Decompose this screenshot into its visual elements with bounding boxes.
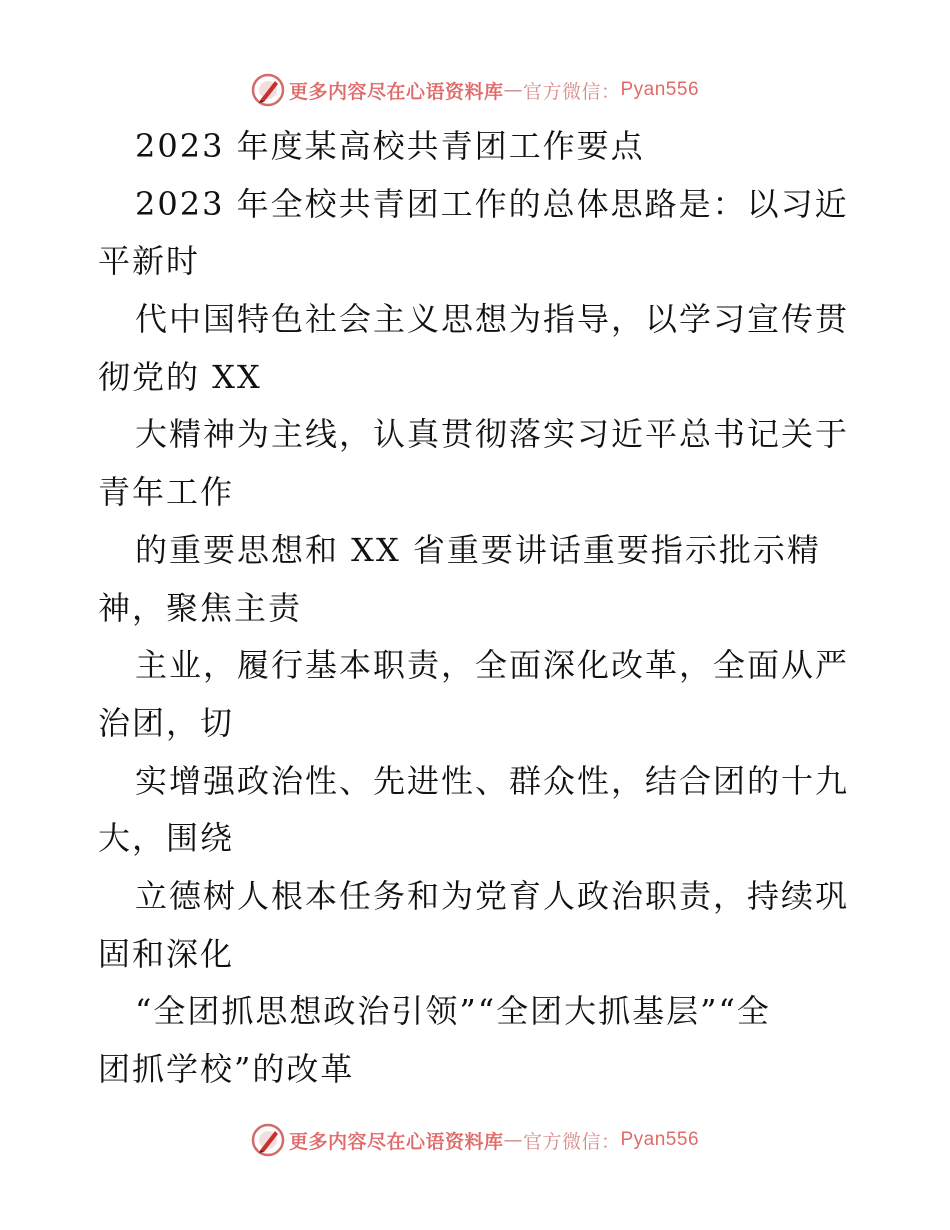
- document-line: 2023 年全校共青团工作的总体思路是：以习近: [135, 184, 849, 223]
- watermark-official-label: 官方微信：: [522, 80, 621, 103]
- document-line: 固和深化: [98, 934, 235, 973]
- document-line: “全团抓思想政治引领”“全团大抓基层”“全: [135, 992, 771, 1031]
- document-title: 2023 年度某高校共青团工作要点: [135, 127, 645, 165]
- page-header-watermark: [0, 70, 950, 110]
- watermark: [251, 1123, 699, 1157]
- watermark-official-label: 官方微信：: [522, 1130, 621, 1153]
- document-body: [98, 118, 868, 1099]
- document-line: 团抓学校”的改革: [98, 1050, 355, 1088]
- document-line: 主业，履行基本职责，全面深化改革，全面从严: [135, 646, 850, 685]
- document-line: 青年工作: [98, 473, 235, 512]
- watermark-brand: 更多内容尽在心语资料库: [288, 1130, 504, 1153]
- watermark-separator: —: [503, 1129, 523, 1151]
- watermark-separator: —: [503, 79, 523, 101]
- document-line: 大精神为主线，认真贯彻落实习近平总书记关于: [135, 415, 850, 454]
- watermark-wechat-id: Pyan556: [620, 79, 700, 100]
- document-line: 大，围绕: [98, 819, 235, 858]
- document-line: 实增强政治性、先进性、群众性，结合团的十九: [135, 761, 850, 800]
- watermark: [251, 73, 699, 107]
- document-line: 平新时: [98, 242, 201, 281]
- watermark-brand: 更多内容尽在心语资料库: [288, 80, 504, 103]
- pen-nib-logo-icon: [251, 1123, 285, 1157]
- pen-nib-logo-icon: [251, 73, 285, 107]
- document-line: 立德树人根本任务和为党育人政治职责，持续巩: [135, 876, 850, 915]
- page-footer-watermark: [0, 1120, 950, 1160]
- document-line: 治团，切: [98, 703, 235, 742]
- document-line: 的重要思想和 XX 省重要讲话重要指示批示精: [135, 530, 821, 569]
- document-line: 彻党的 XX: [98, 357, 262, 396]
- document-line: 神，聚焦主责: [98, 588, 303, 627]
- watermark-wechat-id: Pyan556: [620, 1129, 700, 1150]
- document-line: 代中国特色社会主义思想为指导，以学习宣传贯: [135, 300, 850, 339]
